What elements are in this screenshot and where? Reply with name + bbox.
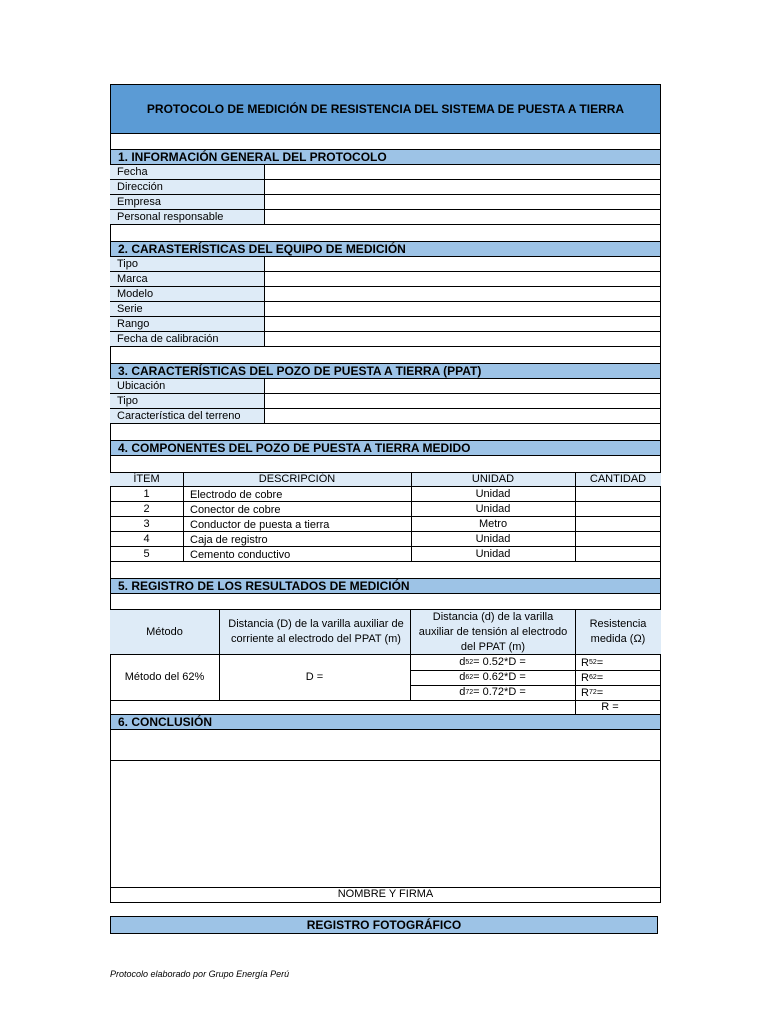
item-unit: Unidad — [475, 503, 511, 515]
table-row — [110, 487, 661, 502]
section-4-heading: 4. COMPONENTES DEL POZO DE PUESTA A TIERRA MEDIDO — [110, 440, 661, 456]
distance-d72-field[interactable]: d 72 = 0.72*D = — [459, 686, 526, 698]
item-number: 2 — [143, 503, 150, 515]
field-row-tipo-pozo[interactable] — [110, 394, 661, 409]
item-quantity-field[interactable] — [575, 502, 661, 517]
field-label: Tipo — [110, 394, 265, 408]
column-header-cantidad: CANTIDAD — [589, 473, 647, 485]
field-row-calibracion[interactable] — [110, 332, 661, 347]
signature-area[interactable] — [110, 761, 661, 887]
table-row — [110, 547, 661, 562]
field-row-fecha[interactable] — [110, 165, 661, 180]
field-row-modelo[interactable] — [110, 287, 661, 302]
column-header-distancia-corriente: Distancia (D) de la varilla auxiliar de corriente al electrodo del PPAT (m) — [228, 618, 404, 645]
column-header-metodo: Método — [146, 625, 183, 638]
document-title — [110, 84, 661, 134]
field-label: Característica del terreno — [110, 409, 265, 423]
item-description: Caja de registro — [190, 533, 268, 546]
item-description: Conductor de puesta a tierra — [190, 518, 330, 531]
field-row-personal[interactable] — [110, 210, 661, 225]
credit-note: Protocolo elaborado por Grupo Energía Perú — [110, 969, 290, 979]
distance-d62-field[interactable]: d 62 = 0.62*D = — [459, 671, 526, 683]
distance-d52-field[interactable]: d 52 = 0.52*D = — [459, 656, 526, 668]
field-label: Rango — [110, 317, 265, 331]
field-label: Tipo — [110, 257, 265, 271]
item-description: Cemento conductivo — [190, 548, 291, 561]
resistance-total-field[interactable]: R = — [601, 701, 619, 713]
item-unit: Unidad — [475, 548, 511, 560]
field-row-ubicacion[interactable] — [110, 379, 661, 394]
column-header-item: ÍTEM — [133, 473, 160, 485]
section-2-heading: 2. CARASTERÍSTICAS DEL EQUIPO DE MEDICIÓN — [110, 241, 661, 257]
item-description: Conector de cobre — [190, 503, 281, 516]
column-header-distancia-tension: Distancia (d) de la varilla auxiliar de tensión al electrodo del PPAT (m) — [418, 610, 568, 653]
conclusion-field[interactable] — [110, 730, 661, 760]
section-6-heading: 6. CONCLUSIÓN — [110, 714, 661, 730]
field-row-terreno[interactable] — [110, 409, 661, 424]
column-header-unidad: UNIDAD — [471, 473, 515, 485]
item-number: 1 — [143, 488, 150, 500]
photo-register-heading — [110, 916, 658, 934]
item-description: Electrodo de cobre — [190, 488, 283, 501]
item-quantity-field[interactable] — [575, 487, 661, 502]
field-label: Ubicación — [110, 379, 265, 393]
method-name: Método del 62% — [124, 671, 205, 683]
column-header-resistencia: Resistencia medida (Ω) — [589, 618, 647, 645]
table-row — [110, 532, 661, 547]
field-label: Empresa — [110, 195, 265, 209]
field-row-direccion[interactable] — [110, 180, 661, 195]
table-row — [110, 517, 661, 532]
photo-register-heading-text: REGISTRO FOTOGRÁFICO — [306, 918, 462, 932]
field-label: Fecha — [110, 165, 265, 179]
components-table — [110, 472, 661, 562]
field-label: Dirección — [110, 180, 265, 194]
resistance-r52-field[interactable]: R 52 = — [581, 656, 604, 669]
field-row-tipo[interactable] — [110, 257, 661, 272]
section-5-heading: 5. REGISTRO DE LOS RESULTADOS DE MEDICIÓN — [110, 578, 661, 594]
distance-D-field[interactable]: D = — [305, 671, 324, 683]
section-3-heading: 3. CARACTERÍSTICAS DEL POZO DE PUESTA A TIERRA (PPAT) — [110, 363, 661, 379]
section-1-heading: 1. INFORMACIÓN GENERAL DEL PROTOCOLO — [110, 149, 661, 165]
field-row-marca[interactable] — [110, 272, 661, 287]
resistance-r72-field[interactable]: R 72 = — [581, 686, 604, 699]
item-number: 5 — [143, 548, 150, 560]
item-quantity-field[interactable] — [575, 517, 661, 532]
field-label: Serie — [110, 302, 265, 316]
item-quantity-field[interactable] — [575, 532, 661, 547]
field-row-rango[interactable] — [110, 317, 661, 332]
field-row-serie[interactable] — [110, 302, 661, 317]
column-header-descripcion: DESCRIPCIÓN — [258, 473, 336, 485]
field-label: Modelo — [110, 287, 265, 301]
item-unit: Unidad — [475, 488, 511, 500]
results-table — [110, 609, 661, 715]
item-unit: Metro — [478, 518, 508, 530]
signature-label: NOMBRE Y FIRMA — [337, 888, 434, 900]
document-title-text: PROTOCOLO DE MEDICIÓN DE RESISTENCIA DEL SISTEMA DE PUESTA A TIERRA — [146, 102, 625, 116]
field-row-empresa[interactable] — [110, 195, 661, 210]
table-row — [110, 502, 661, 517]
field-label: Personal responsable — [110, 210, 265, 224]
item-unit: Unidad — [475, 533, 511, 545]
item-number: 4 — [143, 533, 150, 545]
item-number: 3 — [143, 518, 150, 530]
field-label: Marca — [110, 272, 265, 286]
item-quantity-field[interactable] — [575, 547, 661, 562]
field-label: Fecha de calibración — [110, 332, 265, 346]
resistance-r62-field[interactable]: R 62 = — [581, 671, 604, 684]
